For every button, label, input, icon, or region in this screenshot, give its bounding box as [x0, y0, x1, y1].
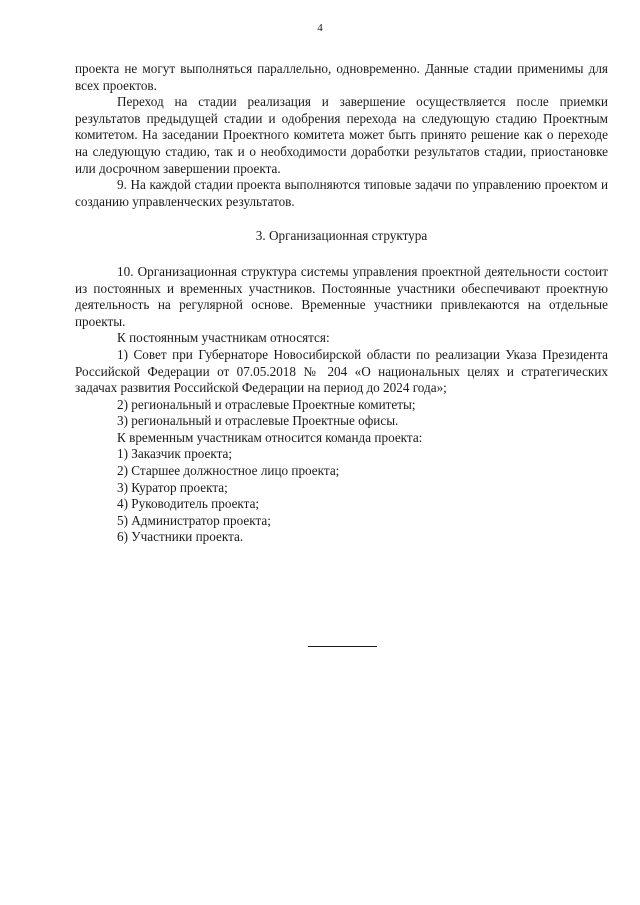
page-number: 4 — [317, 22, 323, 34]
list-item-temporary-1: 1) Заказчик проекта; — [117, 446, 233, 462]
section-heading: 3. Организационная структура — [255, 228, 428, 244]
paragraph-item-10: 10. Организационная структура системы управления проектной деятельности состоит из постоянных и временных участников. Постоянные участники обеспечивают проектную деятельность на регулярной основе. Временные участники привлекаются на отдельные проекты. — [75, 263, 608, 329]
paragraph-continuation: проекта не могут выполняться параллельно, одновременно. Данные стадии применимы для всех проектов. — [75, 61, 608, 93]
list-item-temporary-4: 4) Руководитель проекта; — [117, 496, 260, 512]
paragraph-temporary-intro: К временным участникам относится команда проекта: — [117, 429, 423, 445]
list-item-temporary-5: 5) Администратор проекта; — [117, 512, 271, 528]
paragraph-item-9: 9. На каждой стадии проекта выполняются типовые задачи по управлению проектом и созданию управленческих результатов. — [75, 177, 608, 209]
list-item-permanent-1: 1) Совет при Губернаторе Новосибирской области по реализации Указа Президента Российской Федерации от 07.05.2018 № 204 «О национальных целях и стратегических задачах развития Российской Федерации на период до 2024 года»; — [75, 346, 608, 396]
paragraph-permanent-intro: К постоянным участникам относятся: — [117, 330, 330, 346]
list-item-temporary-6: 6) Участники проекта. — [117, 529, 244, 545]
list-item-temporary-2: 2) Старшее должностное лицо проекта; — [117, 463, 340, 479]
list-item-temporary-3: 3) Куратор проекта; — [117, 479, 228, 495]
end-of-document-line — [308, 646, 377, 647]
list-item-permanent-3: 3) региональный и отраслевые Проектные офисы. — [117, 413, 399, 429]
document-body — [75, 61, 608, 546]
paragraph-stage-transition: Переход на стадии реализация и завершение осуществляется после приемки результатов предыдущей стадии и одобрения перехода на следующую стадию Проектным комитетом. На заседании Проектного комитета может быть принято решение как о переходе на следующую стадию, так и о необходимости доработки результатов стадии, приостановке или досрочном завершении проекта. — [75, 94, 608, 176]
list-item-permanent-2: 2) региональный и отраслевые Проектные комитеты; — [117, 396, 416, 412]
